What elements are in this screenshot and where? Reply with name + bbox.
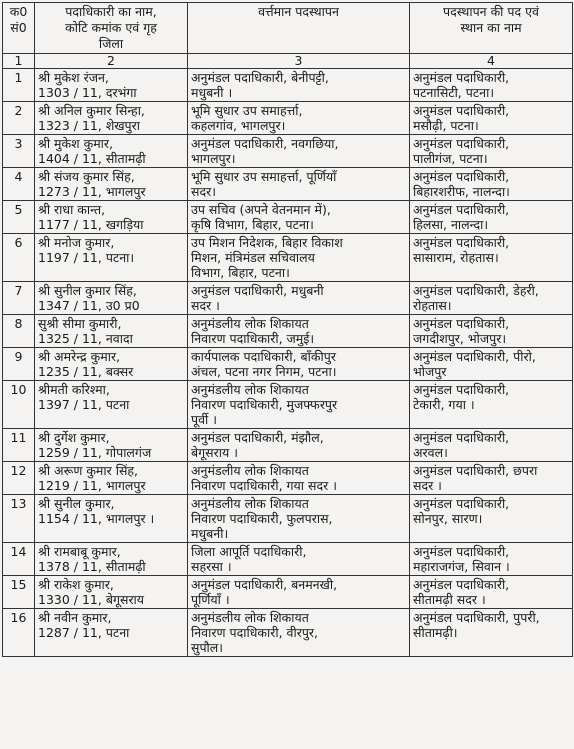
cell-line: अनुमंडल पदाधिकारी, बेनीपट्टी, xyxy=(191,70,329,85)
officer-name-cell xyxy=(35,234,188,282)
cell-line: सासाराम, रोहतास। xyxy=(413,250,499,265)
cell-line: सुश्री सीमा कुमारी, xyxy=(38,316,122,331)
officer-name-cell xyxy=(35,282,188,315)
header-officer-name xyxy=(35,3,188,54)
cell-line: अनुमंडल पदाधिकारी, xyxy=(413,382,510,397)
cell-line: श्री दुर्गेश कुमार, xyxy=(38,430,110,445)
cell-line: 1287 / 11, पटना xyxy=(38,625,130,640)
serial-number: 11 xyxy=(3,429,35,462)
current-posting-cell xyxy=(188,102,410,135)
cell-line: अरवल। xyxy=(413,445,448,460)
cell-line: पूर्णियाँ । xyxy=(191,592,230,607)
cell-line: निवारण पदाधिकारी, मुजफ्फरपुर xyxy=(191,397,338,412)
cell-line: सुपौल। xyxy=(191,640,224,655)
cell-line: क0 xyxy=(9,4,28,19)
cell-line: टेकारी, गया । xyxy=(413,397,475,412)
cell-line: कृषि विभाग, बिहार, पटना। xyxy=(191,217,314,232)
cell-line: 1154 / 11, भागलपुर । xyxy=(38,511,155,526)
cell-line: अनुमंडल पदाधिकारी, xyxy=(413,235,510,250)
new-posting-cell xyxy=(410,282,573,315)
column-index: 2 xyxy=(35,54,188,69)
current-posting-cell xyxy=(188,201,410,234)
cell-line: बेगूसराय । xyxy=(191,445,238,460)
cell-line: पटनासिटी, पटना। xyxy=(413,85,495,100)
cell-line: श्री नवीन कुमार, xyxy=(38,610,112,625)
table-row xyxy=(3,348,573,381)
table-row xyxy=(3,462,573,495)
cell-line: 1177 / 11, खगड़िया xyxy=(38,217,144,232)
current-posting-cell xyxy=(188,429,410,462)
new-posting-cell xyxy=(410,234,573,282)
column-index: 4 xyxy=(410,54,573,69)
header-serial xyxy=(3,3,35,54)
cell-line: भोजपुर xyxy=(413,364,447,379)
serial-number: 4 xyxy=(3,168,35,201)
cell-line: कहलगांव, भागलपुर। xyxy=(191,118,286,133)
cell-line: जिला xyxy=(98,36,124,51)
cell-line: 1330 / 11, बेगूसराय xyxy=(38,592,145,607)
cell-line: निवारण पदाधिकारी, गया सदर । xyxy=(191,478,337,493)
serial-number: 5 xyxy=(3,201,35,234)
current-posting-cell xyxy=(188,282,410,315)
cell-line: श्री अरूण कुमार सिंह, xyxy=(38,463,139,478)
new-posting-cell xyxy=(410,201,573,234)
cell-line: कोटि कमांक एवं गृह xyxy=(65,20,157,35)
officer-name-cell xyxy=(35,609,188,657)
cell-line: श्रीमती करिश्मा, xyxy=(38,382,110,397)
cell-line: 1219 / 11, भागलपुर xyxy=(38,478,146,493)
officer-name-cell xyxy=(35,348,188,381)
cell-line: 1404 / 11, सीतामढ़ी xyxy=(38,151,146,166)
cell-line: 1378 / 11, सीतामढ़ी xyxy=(38,559,146,574)
officer-name-cell xyxy=(35,168,188,201)
column-index: 3 xyxy=(188,54,410,69)
officer-name-cell xyxy=(35,495,188,543)
current-posting-cell xyxy=(188,381,410,429)
serial-number: 16 xyxy=(3,609,35,657)
cell-line: पालीगंज, पटना। xyxy=(413,151,488,166)
cell-line: अनुमंडल पदाधिकारी, बनमनखी, xyxy=(191,577,338,592)
officer-name-cell xyxy=(35,69,188,102)
cell-line: सीतामढ़ी। xyxy=(413,625,458,640)
posting-table xyxy=(2,2,573,657)
cell-line: मिशन, मंत्रिमंडल सचिवालय xyxy=(191,250,315,265)
cell-line: 1397 / 11, पटना xyxy=(38,397,130,412)
table-row xyxy=(3,315,573,348)
officer-name-cell xyxy=(35,462,188,495)
cell-line: अनुमंडल पदाधिकारी, xyxy=(413,577,510,592)
cell-line: अनुमंडल पदाधिकारी, xyxy=(413,202,510,217)
cell-line: 1325 / 11, नवादा xyxy=(38,331,133,346)
cell-line: निवारण पदाधिकारी, जमुई। xyxy=(191,331,315,346)
cell-line: अनुमंडल पदाधिकारी, xyxy=(413,103,510,118)
header-row xyxy=(3,3,573,54)
current-posting-cell xyxy=(188,495,410,543)
serial-number: 14 xyxy=(3,543,35,576)
table-row xyxy=(3,495,573,543)
cell-line: सदर । xyxy=(191,298,220,313)
column-index: 1 xyxy=(3,54,35,69)
cell-line: अनुमंडल पदाधिकारी, पुपरी, xyxy=(413,610,540,625)
cell-line: अनुमंडलीय लोक शिकायत xyxy=(191,382,309,397)
cell-line: जिला आपूर्ति पदाधिकारी, xyxy=(191,544,307,559)
new-posting-cell xyxy=(410,168,573,201)
cell-line: अनुमंडल पदाधिकारी, डेहरी, xyxy=(413,283,539,298)
cell-line: निवारण पदाधिकारी, फुलपरास, xyxy=(191,511,333,526)
officer-name-cell xyxy=(35,102,188,135)
cell-line: सदर। xyxy=(191,184,216,199)
cell-line: सहरसा । xyxy=(191,559,232,574)
table-row xyxy=(3,576,573,609)
table-row xyxy=(3,381,573,429)
cell-line: अनुमंडल पदाधिकारी, xyxy=(413,316,510,331)
officer-name-cell xyxy=(35,381,188,429)
cell-line: अंचल, पटना नगर निगम, पटना। xyxy=(191,364,337,379)
cell-line: श्री सुनील कुमार सिंह, xyxy=(38,283,137,298)
cell-line: 1197 / 11, पटना। xyxy=(38,250,135,265)
cell-line: उप सचिव (अपने वेतनमान में), xyxy=(191,202,331,217)
officer-name-cell xyxy=(35,201,188,234)
column-index-row xyxy=(3,54,573,69)
table-row xyxy=(3,102,573,135)
new-posting-cell xyxy=(410,381,573,429)
current-posting-cell xyxy=(188,462,410,495)
cell-line: सीतामढ़ी सदर । xyxy=(413,592,486,607)
cell-line: अनुमंडल पदाधिकारी, xyxy=(413,496,510,511)
serial-number: 3 xyxy=(3,135,35,168)
officer-name-cell xyxy=(35,576,188,609)
serial-number: 8 xyxy=(3,315,35,348)
new-posting-cell xyxy=(410,543,573,576)
cell-line: श्री संजय कुमार सिंह, xyxy=(38,169,135,184)
cell-line: हिलसा, नालन्दा। xyxy=(413,217,489,232)
cell-line: श्री राकेश कुमार, xyxy=(38,577,114,592)
table-row xyxy=(3,168,573,201)
cell-line: निवारण पदाधिकारी, वीरपुर, xyxy=(191,625,319,640)
cell-line: मधुबनी। xyxy=(191,526,229,541)
cell-line: श्री मुकेश रंजन, xyxy=(38,70,109,85)
current-posting-cell xyxy=(188,543,410,576)
cell-line: मधुबनी । xyxy=(191,85,233,100)
cell-line: 1303 / 11, दरभंगा xyxy=(38,85,137,100)
cell-line: सं0 xyxy=(10,20,27,35)
table-row xyxy=(3,135,573,168)
new-posting-cell xyxy=(410,102,573,135)
table-row xyxy=(3,69,573,102)
cell-line: बिहारशरीफ, नालन्दा। xyxy=(413,184,510,199)
cell-line: 1259 / 11, गोपालगंज xyxy=(38,445,152,460)
cell-line: जगदीशपुर, भोजपुर। xyxy=(413,331,507,346)
new-posting-cell xyxy=(410,576,573,609)
current-posting-cell xyxy=(188,315,410,348)
cell-line: पदस्थापन की पद एवं xyxy=(443,4,539,19)
table-row xyxy=(3,234,573,282)
cell-line: सदर । xyxy=(413,478,442,493)
current-posting-cell xyxy=(188,69,410,102)
serial-number: 6 xyxy=(3,234,35,282)
current-posting-cell xyxy=(188,135,410,168)
cell-line: उप मिशन निदेशक, बिहार विकाश xyxy=(191,235,343,250)
table-row xyxy=(3,282,573,315)
serial-number: 15 xyxy=(3,576,35,609)
cell-line: श्री रामबाबू कुमार, xyxy=(38,544,121,559)
table-row xyxy=(3,201,573,234)
cell-line: अनुमंडलीय लोक शिकायत xyxy=(191,610,309,625)
current-posting-cell xyxy=(188,576,410,609)
cell-line: कार्यपालक पदाधिकारी, बाँकीपुर xyxy=(191,349,336,364)
table-row xyxy=(3,429,573,462)
cell-line: अनुमंडल पदाधिकारी, पीरो, xyxy=(413,349,536,364)
new-posting-cell xyxy=(410,462,573,495)
cell-line: सोनपुर, सारण। xyxy=(413,511,483,526)
cell-line: श्री अमरेन्द्र कुमार, xyxy=(38,349,121,364)
cell-line: श्री सुनील कुमार, xyxy=(38,496,115,511)
table-row xyxy=(3,543,573,576)
header-new-posting xyxy=(410,3,573,54)
cell-line: विभाग, बिहार, पटना। xyxy=(191,265,290,280)
serial-number: 7 xyxy=(3,282,35,315)
new-posting-cell xyxy=(410,69,573,102)
cell-line: अनुमंडल पदाधिकारी, मंझौल, xyxy=(191,430,324,445)
cell-line: श्री राधा कान्त, xyxy=(38,202,106,217)
serial-number: 9 xyxy=(3,348,35,381)
cell-line: अनुमंडल पदाधिकारी, xyxy=(413,544,510,559)
officer-name-cell xyxy=(35,135,188,168)
header-current-posting xyxy=(188,3,410,54)
cell-line: वर्त्तमान पदस्थापन xyxy=(258,4,339,19)
cell-line: अनुमंडल पदाधिकारी, xyxy=(413,136,510,151)
current-posting-cell xyxy=(188,234,410,282)
current-posting-cell xyxy=(188,609,410,657)
cell-line: 1323 / 11, शेखपुरा xyxy=(38,118,140,133)
cell-line: श्री मनोज कुमार, xyxy=(38,235,115,250)
serial-number: 10 xyxy=(3,381,35,429)
cell-line: महाराजगंज, सिवान । xyxy=(413,559,510,574)
cell-line: मसौढ़ी, पटना। xyxy=(413,118,479,133)
new-posting-cell xyxy=(410,495,573,543)
cell-line: 1273 / 11, भागलपुर xyxy=(38,184,146,199)
cell-line: अनुमंडलीय लोक शिकायत xyxy=(191,463,309,478)
cell-line: 1235 / 11, बक्सर xyxy=(38,364,134,379)
cell-line: श्री अनिल कुमार सिन्हा, xyxy=(38,103,145,118)
current-posting-cell xyxy=(188,348,410,381)
cell-line: पूर्वी । xyxy=(191,412,217,427)
cell-line: पदाधिकारी का नाम, xyxy=(65,4,157,19)
cell-line: 1347 / 11, उ0 प्र0 xyxy=(38,298,140,313)
cell-line: अनुमंडल पदाधिकारी, छपरा xyxy=(413,463,538,478)
cell-line: रोहतास। xyxy=(413,298,452,313)
serial-number: 12 xyxy=(3,462,35,495)
new-posting-cell xyxy=(410,429,573,462)
new-posting-cell xyxy=(410,609,573,657)
cell-line: अनुमंडल पदाधिकारी, नवगछिया, xyxy=(191,136,339,151)
cell-line: अनुमंडल पदाधिकारी, xyxy=(413,169,510,184)
cell-line: अनुमंडलीय लोक शिकायत xyxy=(191,496,309,511)
officer-name-cell xyxy=(35,429,188,462)
serial-number: 2 xyxy=(3,102,35,135)
cell-line: अनुमंडल पदाधिकारी, xyxy=(413,70,510,85)
current-posting-cell xyxy=(188,168,410,201)
cell-line: अनुमंडल पदाधिकारी, मधुबनी xyxy=(191,283,324,298)
serial-number: 13 xyxy=(3,495,35,543)
cell-line: अनुमंडल पदाधिकारी, xyxy=(413,430,510,445)
cell-line: स्थान का नाम xyxy=(460,20,522,35)
cell-line: अनुमंडलीय लोक शिकायत xyxy=(191,316,309,331)
cell-line: भागलपुर। xyxy=(191,151,236,166)
officer-name-cell xyxy=(35,543,188,576)
cell-line: भूमि सुधार उप समाहर्त्ता, पूर्णियाँ xyxy=(191,169,337,184)
new-posting-cell xyxy=(410,315,573,348)
officer-name-cell xyxy=(35,315,188,348)
cell-line: भूमि सुधार उप समाहर्त्ता, xyxy=(191,103,303,118)
serial-number: 1 xyxy=(3,69,35,102)
new-posting-cell xyxy=(410,348,573,381)
cell-line: श्री मुकेश कुमार, xyxy=(38,136,114,151)
new-posting-cell xyxy=(410,135,573,168)
table-row xyxy=(3,609,573,657)
